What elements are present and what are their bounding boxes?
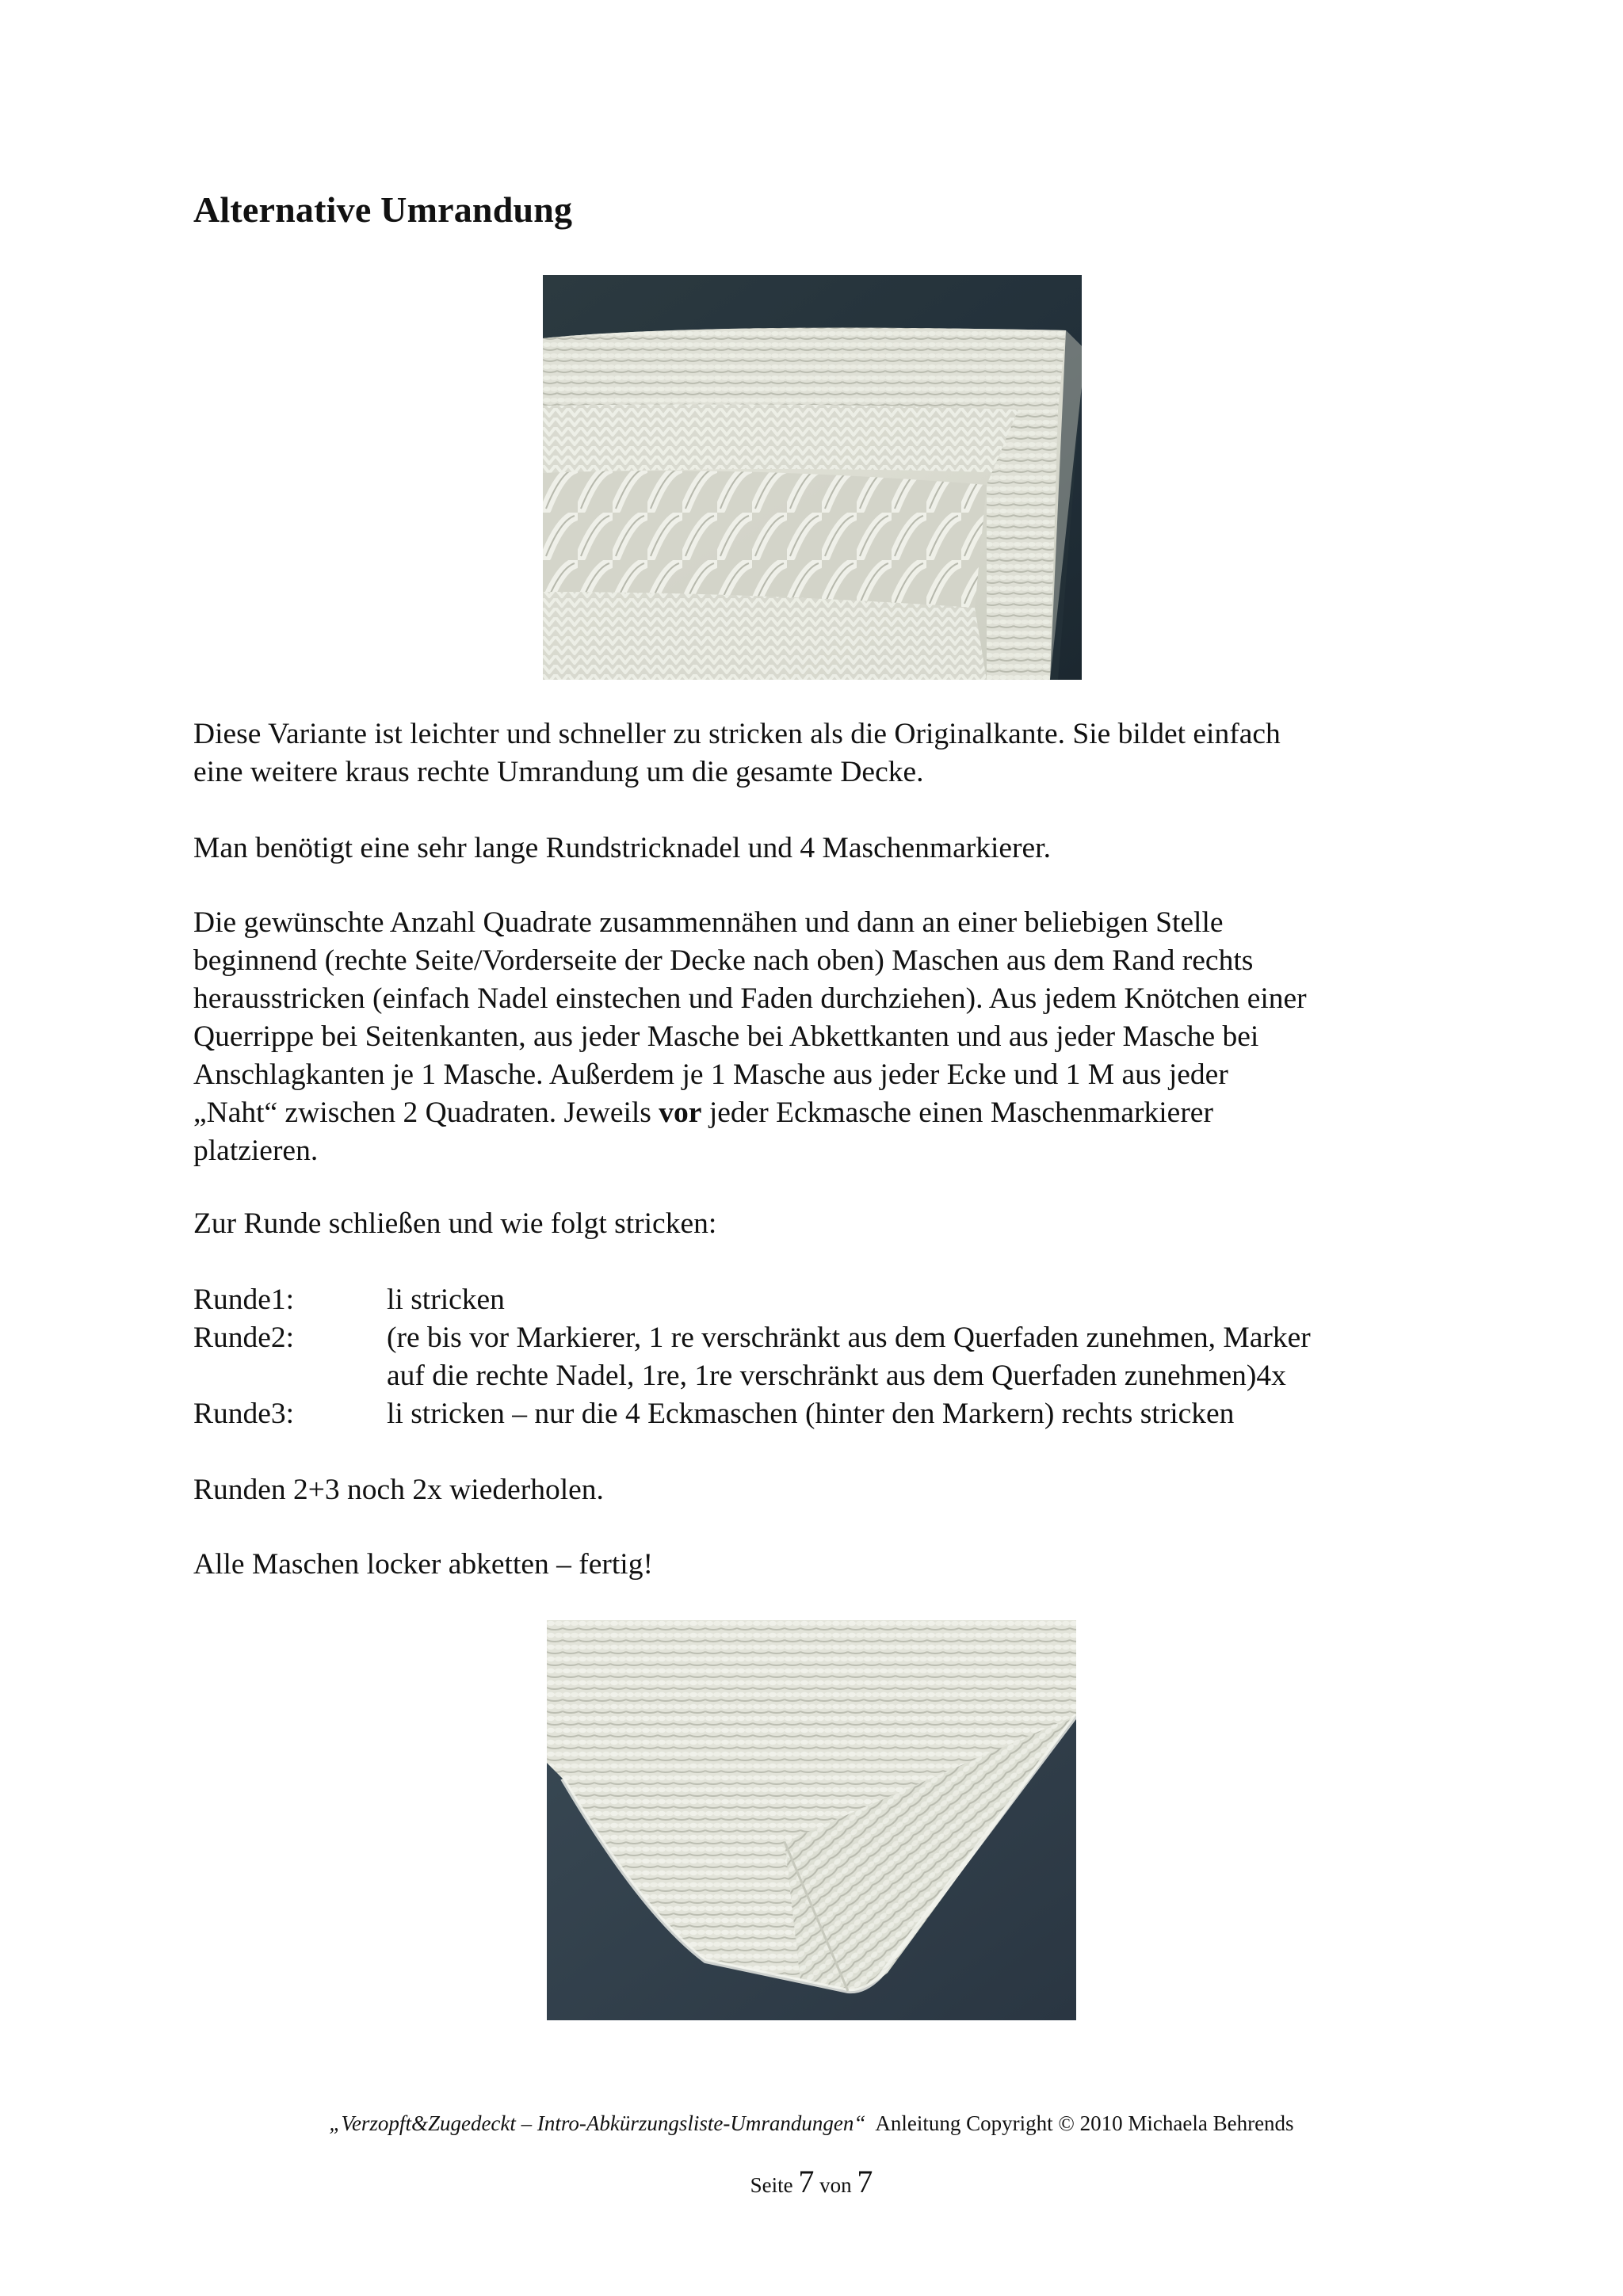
text-line (193, 1094, 1307, 1132)
finished-corner-photo (547, 1620, 1076, 2020)
page-total: 7 (857, 2164, 873, 2199)
text-line: Diese Variante ist leichter und schneller zu stricken als die Originalkante. Sie bildet einfach (193, 718, 1281, 750)
finish-paragraph: Alle Maschen locker abketten – fertig! (193, 1548, 653, 1581)
page-current: 7 (798, 2164, 815, 2199)
footer (0, 2109, 1623, 2138)
text-line: auf die rechte Nadel, 1re, 1re verschränkt aus dem Querfaden zunehmen)4x (387, 1360, 1286, 1392)
round-label: Runde3: (193, 1398, 295, 1430)
footer-title: „Verzopft&Zugedeckt – Intro-Abkürzungsliste-Umrandungen“ (329, 2111, 866, 2135)
round-instruction (387, 1319, 1311, 1395)
text-line: platzieren. (193, 1135, 319, 1167)
page-heading: Alternative Umrandung (193, 189, 573, 230)
round-instruction: li stricken – nur die 4 Eckmaschen (hinter den Markern) rechts stricken (387, 1398, 1235, 1430)
bold-word: vor (659, 1097, 702, 1129)
text-segment: „Naht“ zwischen 2 Quadraten. Jeweils (193, 1097, 659, 1129)
knitted-border-photo (543, 275, 1082, 680)
text-segment: jeder Eckmasche einen Maschenmarkierer (701, 1097, 1213, 1129)
text-line: Anschlagkanten je 1 Masche. Außerdem je 1 Masche aus jeder Ecke und 1 M aus jeder (193, 1058, 1228, 1091)
materials-paragraph: Man benötigt eine sehr lange Rundstricknadel und 4 Maschenmarkierer. (193, 832, 1051, 864)
round-label: Runde2: (193, 1322, 295, 1354)
repeat-paragraph: Runden 2+3 noch 2x wiederholen. (193, 1474, 604, 1506)
text-line: beginnend (rechte Seite/Vorderseite der Decke nach oben) Maschen aus dem Rand rechts (193, 944, 1254, 977)
instructions-paragraph (193, 904, 1307, 1170)
page-of: von (819, 2173, 852, 2197)
round-instruction: li stricken (387, 1283, 505, 1316)
round-intro-paragraph: Zur Runde schließen und wie folgt stricken: (193, 1207, 717, 1240)
text-line: eine weitere kraus rechte Umrandung um die gesamte Decke. (193, 756, 924, 788)
text-line: Die gewünschte Anzahl Quadrate zusammennähen und dann an einer beliebigen Stelle (193, 906, 1224, 939)
text-line: Querrippe bei Seitenkanten, aus jeder Masche bei Abkettkanten und aus jeder Masche bei (193, 1020, 1259, 1053)
page-number (0, 2163, 1623, 2204)
page-word: Seite (750, 2173, 793, 2197)
round-label: Runde1: (193, 1283, 295, 1316)
text-line: (re bis vor Markierer, 1 re verschränkt aus dem Querfaden zunehmen, Marker (387, 1322, 1311, 1354)
intro-paragraph (193, 715, 1281, 791)
footer-copyright: Anleitung Copyright © 2010 Michaela Behrends (875, 2111, 1294, 2135)
text-line: herausstricken (einfach Nadel einstechen und Faden durchziehen). Aus jedem Knötchen einer (193, 982, 1307, 1015)
